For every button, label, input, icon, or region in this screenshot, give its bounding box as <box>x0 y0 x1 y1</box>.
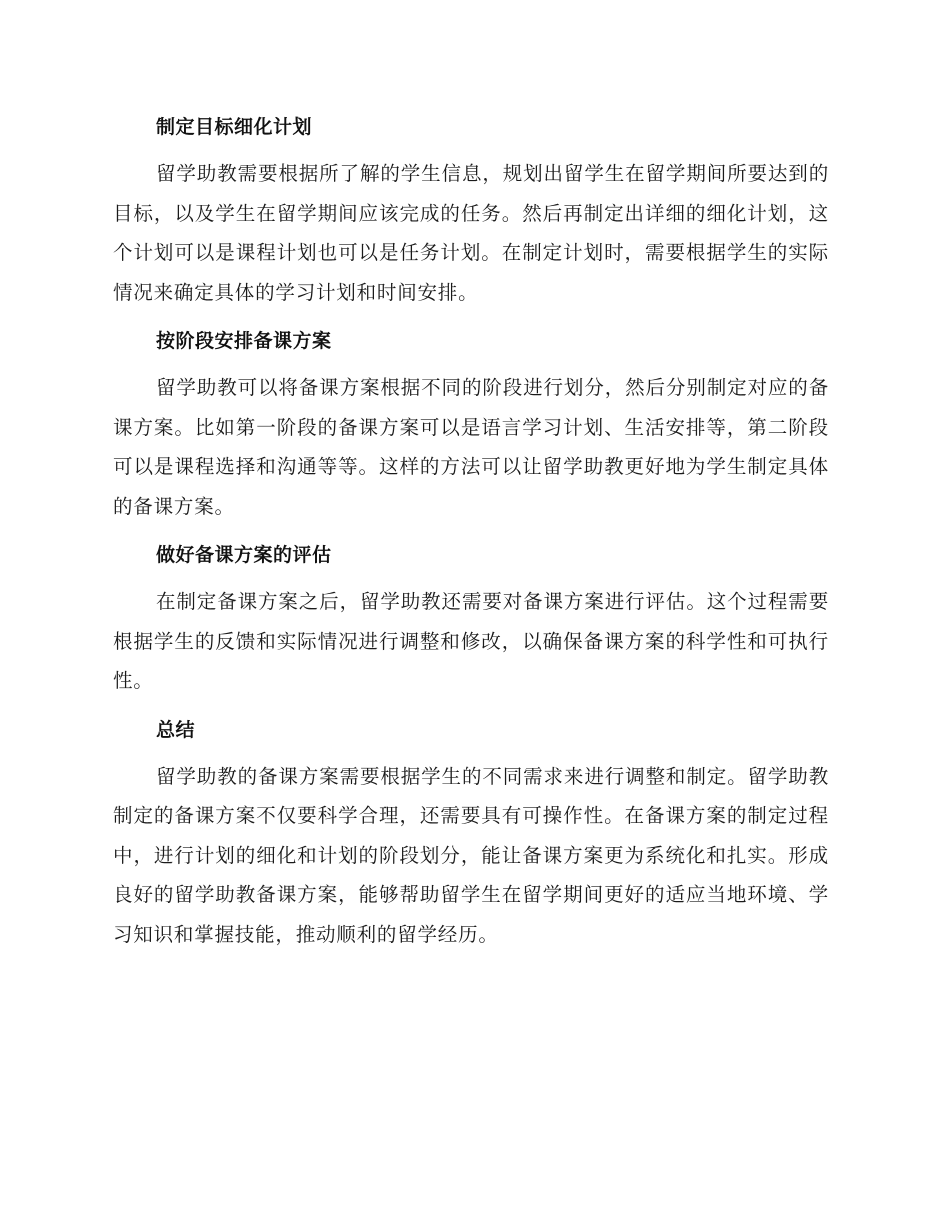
section-paragraph: 留学助教需要根据所了解的学生信息，规划出留学生在留学期间所要达到的目标，以及学生在留学期间应该完成的任务。然后再制定出详细的细化计划，这个计划可以是课程计划也可以是任务计划。在制定计划时，需要根据学生的实际情况来确定具体的学习计划和时间安排。 <box>113 162 829 304</box>
section-evaluation <box>113 536 829 701</box>
section-paragraph: 在制定备课方案之后，留学助教还需要对备课方案进行评估。这个过程需要根据学生的反馈和实际情况进行调整和修改，以确保备课方案的科学性和可执行性。 <box>113 590 829 692</box>
section-paragraph: 留学助教的备课方案需要根据学生的不同需求来进行调整和制定。留学助教制定的备课方案不仅要科学合理，还需要具有可操作性。在备课方案的制定过程中，进行计划的细化和计划的阶段划分，能让备课方案更为系统化和扎实。形成良好的留学助教备课方案，能够帮助留学生在留学期间更好的适应当地环境、学习知识和掌握技能，推动顺利的留学经历。 <box>113 764 829 946</box>
section-heading: 总结 <box>156 718 196 741</box>
section-heading: 制定目标细化计划 <box>156 116 313 138</box>
section-summary <box>113 711 829 955</box>
section-stage-plan <box>113 322 829 526</box>
section-heading: 按阶段安排备课方案 <box>156 330 332 352</box>
section-paragraph: 留学助教可以将备课方案根据不同的阶段进行划分，然后分别制定对应的备课方案。比如第一阶段的备课方案可以是语言学习计划、生活安排等，第二阶段可以是课程选择和沟通等等。这样的方法可以让留学助教更好地为学生制定具体的备课方案。 <box>113 376 829 518</box>
section-goal-plan <box>113 108 829 312</box>
document-page <box>113 108 829 964</box>
section-heading: 做好备课方案的评估 <box>156 544 332 566</box>
